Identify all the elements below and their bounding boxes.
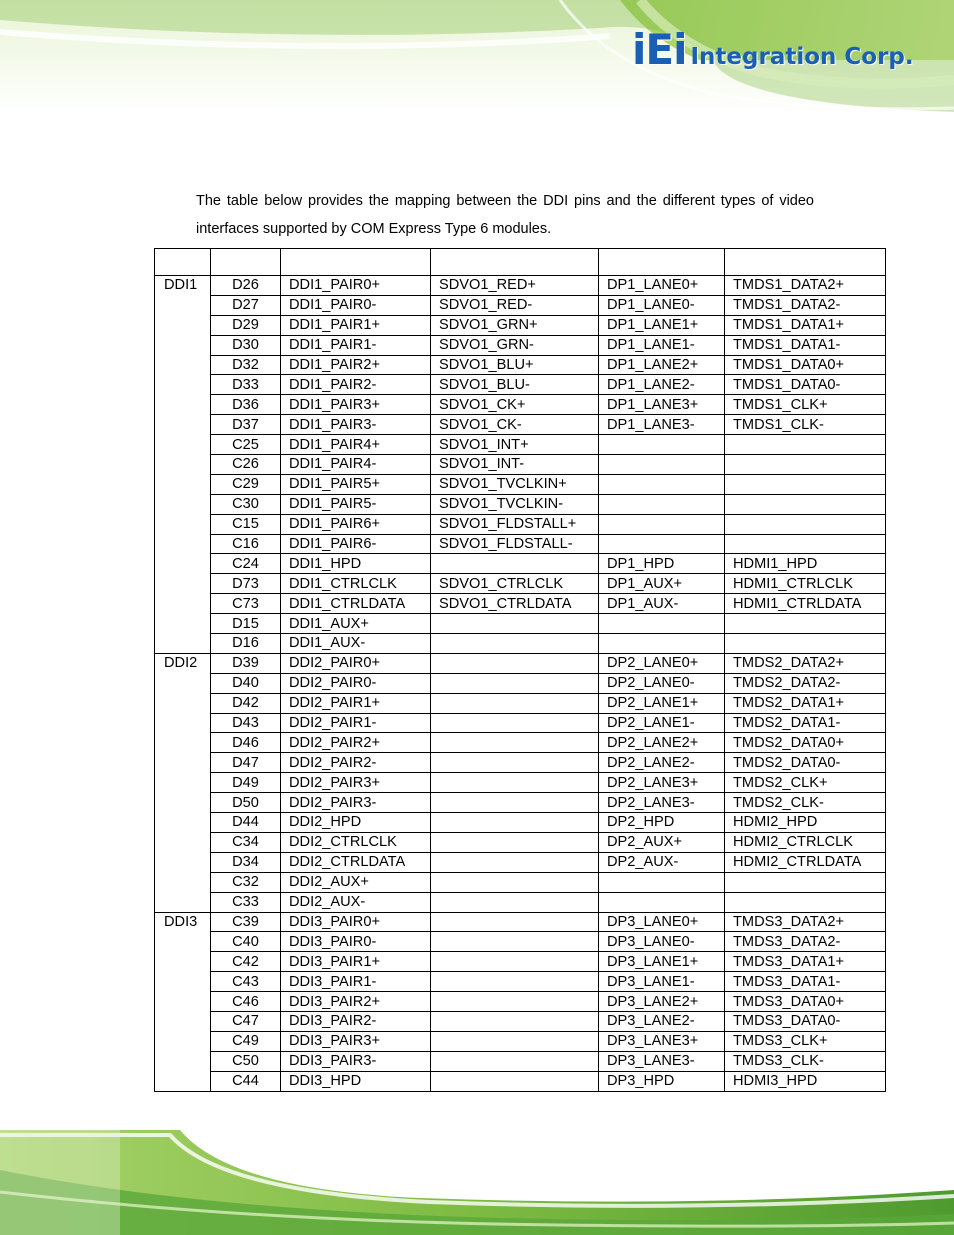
pin-cell: D49	[211, 773, 281, 793]
table-row	[155, 693, 886, 713]
signal-cell: DDI1_PAIR4-	[281, 455, 431, 475]
signal-cell: DP2_LANE1-	[599, 713, 725, 733]
signal-cell: DP2_LANE2+	[599, 733, 725, 753]
pin-cell: C15	[211, 514, 281, 534]
signal-cell	[431, 554, 599, 574]
header-cell	[281, 249, 431, 276]
signal-cell: SDVO1_INT-	[431, 455, 599, 475]
signal-cell: HDMI2_CTRLCLK	[725, 832, 886, 852]
signal-cell: DDI1_CTRLCLK	[281, 574, 431, 594]
pin-cell: D27	[211, 295, 281, 315]
signal-cell	[725, 455, 886, 475]
table-row	[155, 972, 886, 992]
pin-cell: C44	[211, 1071, 281, 1091]
pin-cell: D32	[211, 355, 281, 375]
pin-cell: C42	[211, 952, 281, 972]
pin-cell: C30	[211, 494, 281, 514]
pin-cell: D36	[211, 395, 281, 415]
pin-cell: C40	[211, 932, 281, 952]
signal-cell: TMDS1_CLK-	[725, 415, 886, 435]
pin-cell: D33	[211, 375, 281, 395]
signal-cell: DDI2_HPD	[281, 813, 431, 833]
signal-cell	[599, 474, 725, 494]
table-row	[155, 315, 886, 335]
signal-cell: DDI3_PAIR2-	[281, 1011, 431, 1031]
signal-cell	[431, 753, 599, 773]
signal-cell	[725, 514, 886, 534]
footer-banner	[0, 1130, 954, 1235]
table-row	[155, 634, 886, 654]
table-row	[155, 932, 886, 952]
signal-cell: TMDS1_CLK+	[725, 395, 886, 415]
signal-cell	[431, 713, 599, 733]
signal-cell: TMDS3_DATA1+	[725, 952, 886, 972]
signal-cell: DDI2_PAIR2-	[281, 753, 431, 773]
signal-cell: HDMI2_HPD	[725, 813, 886, 833]
signal-cell: DDI1_PAIR1-	[281, 335, 431, 355]
pin-cell: C43	[211, 972, 281, 992]
table-row	[155, 335, 886, 355]
pin-cell: C46	[211, 992, 281, 1012]
signal-cell: SDVO1_CK-	[431, 415, 599, 435]
table-row	[155, 395, 886, 415]
header-cell	[599, 249, 725, 276]
signal-cell: DP3_LANE2+	[599, 992, 725, 1012]
signal-cell: DP2_LANE0-	[599, 673, 725, 693]
pin-cell: C50	[211, 1051, 281, 1071]
table-row	[155, 455, 886, 475]
signal-cell	[725, 892, 886, 912]
pin-cell: C26	[211, 455, 281, 475]
header-cell	[155, 249, 211, 276]
pin-cell: D30	[211, 335, 281, 355]
group-label: DDI2	[155, 653, 211, 912]
signal-cell: DDI1_HPD	[281, 554, 431, 574]
table-row	[155, 1031, 886, 1051]
table-row	[155, 773, 886, 793]
signal-cell: DDI1_PAIR1+	[281, 315, 431, 335]
company-logo	[632, 25, 914, 74]
signal-cell	[725, 634, 886, 654]
signal-cell: DDI1_PAIR5+	[281, 474, 431, 494]
signal-cell: DDI2_PAIR0-	[281, 673, 431, 693]
signal-cell: HDMI1_HPD	[725, 554, 886, 574]
signal-cell: TMDS2_CLK-	[725, 793, 886, 813]
table-row	[155, 554, 886, 574]
signal-cell: TMDS2_DATA1+	[725, 693, 886, 713]
header-cell	[431, 249, 599, 276]
signal-cell: TMDS1_DATA1-	[725, 335, 886, 355]
table-row	[155, 992, 886, 1012]
signal-cell: DDI1_PAIR0-	[281, 295, 431, 315]
table-row	[155, 912, 886, 932]
signal-cell: DP3_LANE1-	[599, 972, 725, 992]
signal-cell: SDVO1_CK+	[431, 395, 599, 415]
header-cell	[725, 249, 886, 276]
signal-cell: TMDS3_CLK+	[725, 1031, 886, 1051]
table-row	[155, 435, 886, 455]
signal-cell: DDI2_AUX-	[281, 892, 431, 912]
pin-cell: C34	[211, 832, 281, 852]
signal-cell	[431, 972, 599, 992]
signal-cell: DDI1_PAIR4+	[281, 435, 431, 455]
signal-cell	[431, 1011, 599, 1031]
signal-cell: DDI3_PAIR3-	[281, 1051, 431, 1071]
pin-cell: D46	[211, 733, 281, 753]
signal-cell: DDI1_PAIR6-	[281, 534, 431, 554]
signal-cell	[725, 435, 886, 455]
header-cell	[211, 249, 281, 276]
signal-cell: DDI3_PAIR3+	[281, 1031, 431, 1051]
signal-cell: TMDS2_DATA0-	[725, 753, 886, 773]
signal-cell: DDI2_PAIR1-	[281, 713, 431, 733]
signal-cell: DDI1_AUX+	[281, 614, 431, 634]
table-row	[155, 514, 886, 534]
pin-cell: D42	[211, 693, 281, 713]
signal-cell: SDVO1_TVCLKIN-	[431, 494, 599, 514]
signal-cell	[599, 455, 725, 475]
signal-cell: DDI1_PAIR3-	[281, 415, 431, 435]
signal-cell: DP1_LANE1+	[599, 315, 725, 335]
signal-cell	[599, 634, 725, 654]
signal-cell: DDI2_PAIR1+	[281, 693, 431, 713]
signal-cell: DP1_LANE0+	[599, 276, 725, 296]
signal-cell: DP2_HPD	[599, 813, 725, 833]
signal-cell: TMDS3_DATA0-	[725, 1011, 886, 1031]
table-row	[155, 574, 886, 594]
pin-cell: D44	[211, 813, 281, 833]
signal-cell	[599, 892, 725, 912]
signal-cell: DDI1_PAIR3+	[281, 395, 431, 415]
table-row	[155, 832, 886, 852]
signal-cell: DP1_LANE3+	[599, 395, 725, 415]
signal-cell: DP2_AUX-	[599, 852, 725, 872]
logo-mark: iEi	[632, 25, 687, 74]
table-row	[155, 594, 886, 614]
pin-cell: C47	[211, 1011, 281, 1031]
signal-cell: TMDS1_DATA1+	[725, 315, 886, 335]
signal-cell	[431, 1031, 599, 1051]
signal-cell: TMDS3_DATA2-	[725, 932, 886, 952]
table-row	[155, 793, 886, 813]
signal-cell	[431, 773, 599, 793]
signal-cell: DP2_LANE3-	[599, 793, 725, 813]
pin-cell: D26	[211, 276, 281, 296]
signal-cell: DP1_HPD	[599, 554, 725, 574]
pin-cell: D37	[211, 415, 281, 435]
signal-cell	[431, 852, 599, 872]
pin-cell: D15	[211, 614, 281, 634]
signal-cell: DP3_LANE0+	[599, 912, 725, 932]
signal-cell	[725, 474, 886, 494]
signal-cell	[725, 614, 886, 634]
signal-cell	[431, 733, 599, 753]
signal-cell: TMDS2_DATA2+	[725, 653, 886, 673]
table-row	[155, 1011, 886, 1031]
signal-cell: DDI3_PAIR0+	[281, 912, 431, 932]
signal-cell: DP1_LANE0-	[599, 295, 725, 315]
pin-cell: D40	[211, 673, 281, 693]
signal-cell: SDVO1_RED-	[431, 295, 599, 315]
table-row	[155, 733, 886, 753]
signal-cell: DP1_LANE2-	[599, 375, 725, 395]
table-row	[155, 355, 886, 375]
signal-cell: TMDS1_DATA0-	[725, 375, 886, 395]
signal-cell	[599, 494, 725, 514]
signal-cell: DDI2_PAIR3-	[281, 793, 431, 813]
signal-cell: HDMI1_CTRLCLK	[725, 574, 886, 594]
table-row	[155, 673, 886, 693]
signal-cell	[431, 813, 599, 833]
signal-cell: TMDS3_DATA0+	[725, 992, 886, 1012]
pin-cell: D43	[211, 713, 281, 733]
pin-cell: C33	[211, 892, 281, 912]
signal-cell: DP3_LANE0-	[599, 932, 725, 952]
signal-cell	[599, 435, 725, 455]
signal-cell	[431, 872, 599, 892]
table-header-row	[155, 249, 886, 276]
pin-cell: D16	[211, 634, 281, 654]
signal-cell: TMDS2_DATA0+	[725, 733, 886, 753]
signal-cell: DP2_LANE2-	[599, 753, 725, 773]
signal-cell: DDI1_PAIR0+	[281, 276, 431, 296]
pin-cell: D73	[211, 574, 281, 594]
signal-cell: DP3_LANE3-	[599, 1051, 725, 1071]
signal-cell: DDI1_PAIR5-	[281, 494, 431, 514]
signal-cell	[725, 494, 886, 514]
signal-cell: DDI3_PAIR0-	[281, 932, 431, 952]
signal-cell: TMDS1_DATA0+	[725, 355, 886, 375]
signal-cell	[725, 534, 886, 554]
table-row	[155, 614, 886, 634]
table-row	[155, 952, 886, 972]
ddi-pin-table	[154, 248, 886, 1092]
signal-cell: DDI3_HPD	[281, 1071, 431, 1091]
table-row	[155, 713, 886, 733]
signal-cell: DDI1_PAIR6+	[281, 514, 431, 534]
pin-cell: C25	[211, 435, 281, 455]
signal-cell	[431, 793, 599, 813]
signal-cell: DDI3_PAIR1+	[281, 952, 431, 972]
signal-cell	[431, 912, 599, 932]
signal-cell: TMDS1_DATA2-	[725, 295, 886, 315]
signal-cell	[431, 693, 599, 713]
group-label: DDI3	[155, 912, 211, 1091]
signal-cell: DDI1_AUX-	[281, 634, 431, 654]
table-row	[155, 295, 886, 315]
signal-cell: DP3_LANE2-	[599, 1011, 725, 1031]
signal-cell: DP2_LANE1+	[599, 693, 725, 713]
pin-cell: C49	[211, 1031, 281, 1051]
table-row	[155, 892, 886, 912]
signal-cell	[725, 872, 886, 892]
signal-cell: DDI1_PAIR2+	[281, 355, 431, 375]
signal-cell	[599, 534, 725, 554]
signal-cell: DP3_LANE3+	[599, 1031, 725, 1051]
signal-cell: DP2_AUX+	[599, 832, 725, 852]
table-row	[155, 753, 886, 773]
signal-cell: SDVO1_BLU+	[431, 355, 599, 375]
signal-cell: DP1_AUX-	[599, 594, 725, 614]
signal-cell: DDI2_AUX+	[281, 872, 431, 892]
signal-cell	[431, 832, 599, 852]
signal-cell: SDVO1_INT+	[431, 435, 599, 455]
signal-cell: SDVO1_GRN+	[431, 315, 599, 335]
table-row	[155, 852, 886, 872]
signal-cell: DDI3_PAIR2+	[281, 992, 431, 1012]
signal-cell: SDVO1_CTRLCLK	[431, 574, 599, 594]
signal-cell: DDI2_PAIR2+	[281, 733, 431, 753]
pin-cell: C24	[211, 554, 281, 574]
signal-cell	[599, 872, 725, 892]
table-row	[155, 653, 886, 673]
signal-cell: SDVO1_FLDSTALL-	[431, 534, 599, 554]
signal-cell: DP1_LANE1-	[599, 335, 725, 355]
signal-cell: TMDS3_DATA2+	[725, 912, 886, 932]
signal-cell	[431, 892, 599, 912]
signal-cell: DDI3_PAIR1-	[281, 972, 431, 992]
signal-cell: DDI2_CTRLDATA	[281, 852, 431, 872]
signal-cell: HDMI3_HPD	[725, 1071, 886, 1091]
signal-cell: TMDS3_DATA1-	[725, 972, 886, 992]
table-row	[155, 872, 886, 892]
signal-cell	[431, 634, 599, 654]
table-row	[155, 375, 886, 395]
signal-cell: SDVO1_GRN-	[431, 335, 599, 355]
signal-cell	[431, 1051, 599, 1071]
table-row	[155, 276, 886, 296]
pin-cell: D39	[211, 653, 281, 673]
signal-cell: DP1_LANE3-	[599, 415, 725, 435]
intro-paragraph: The table below provides the mapping between the DDI pins and the different types of video interfaces supported by COM Express Type 6 modules.	[196, 192, 814, 237]
signal-cell: SDVO1_TVCLKIN+	[431, 474, 599, 494]
signal-cell: DP2_LANE0+	[599, 653, 725, 673]
signal-cell: TMDS2_DATA1-	[725, 713, 886, 733]
signal-cell	[431, 992, 599, 1012]
signal-cell: DDI1_PAIR2-	[281, 375, 431, 395]
table-body	[155, 276, 886, 1092]
pin-cell: D29	[211, 315, 281, 335]
signal-cell: SDVO1_BLU-	[431, 375, 599, 395]
signal-cell	[431, 1071, 599, 1091]
signal-cell: HDMI1_CTRLDATA	[725, 594, 886, 614]
signal-cell	[599, 514, 725, 534]
signal-cell: DP1_AUX+	[599, 574, 725, 594]
signal-cell: DP1_LANE2+	[599, 355, 725, 375]
signal-cell: DP3_HPD	[599, 1071, 725, 1091]
signal-cell: DDI2_PAIR3+	[281, 773, 431, 793]
table-row	[155, 534, 886, 554]
pin-cell: D47	[211, 753, 281, 773]
signal-cell: DDI2_PAIR0+	[281, 653, 431, 673]
signal-cell	[431, 614, 599, 634]
group-label: DDI1	[155, 276, 211, 654]
table-row	[155, 1051, 886, 1071]
table-row	[155, 474, 886, 494]
pin-cell: C29	[211, 474, 281, 494]
signal-cell: DP2_LANE3+	[599, 773, 725, 793]
signal-cell: DDI1_CTRLDATA	[281, 594, 431, 614]
signal-cell: SDVO1_CTRLDATA	[431, 594, 599, 614]
signal-cell: TMDS1_DATA2+	[725, 276, 886, 296]
signal-cell: TMDS2_CLK+	[725, 773, 886, 793]
signal-cell: TMDS3_CLK-	[725, 1051, 886, 1071]
signal-cell	[431, 653, 599, 673]
table-row	[155, 813, 886, 833]
signal-cell: TMDS2_DATA2-	[725, 673, 886, 693]
table-row	[155, 1071, 886, 1091]
signal-cell	[431, 673, 599, 693]
signal-cell: SDVO1_RED+	[431, 276, 599, 296]
logo-text: Integration Corp.	[690, 44, 914, 70]
table-row	[155, 415, 886, 435]
signal-cell	[599, 614, 725, 634]
pin-cell: D34	[211, 852, 281, 872]
signal-cell: DDI2_CTRLCLK	[281, 832, 431, 852]
signal-cell	[431, 952, 599, 972]
table-row	[155, 494, 886, 514]
pin-cell: C73	[211, 594, 281, 614]
pin-cell: C39	[211, 912, 281, 932]
pin-cell: C16	[211, 534, 281, 554]
pin-cell: D50	[211, 793, 281, 813]
signal-cell	[431, 932, 599, 952]
signal-cell: DP3_LANE1+	[599, 952, 725, 972]
signal-cell: HDMI2_CTRLDATA	[725, 852, 886, 872]
pin-cell: C32	[211, 872, 281, 892]
signal-cell: SDVO1_FLDSTALL+	[431, 514, 599, 534]
